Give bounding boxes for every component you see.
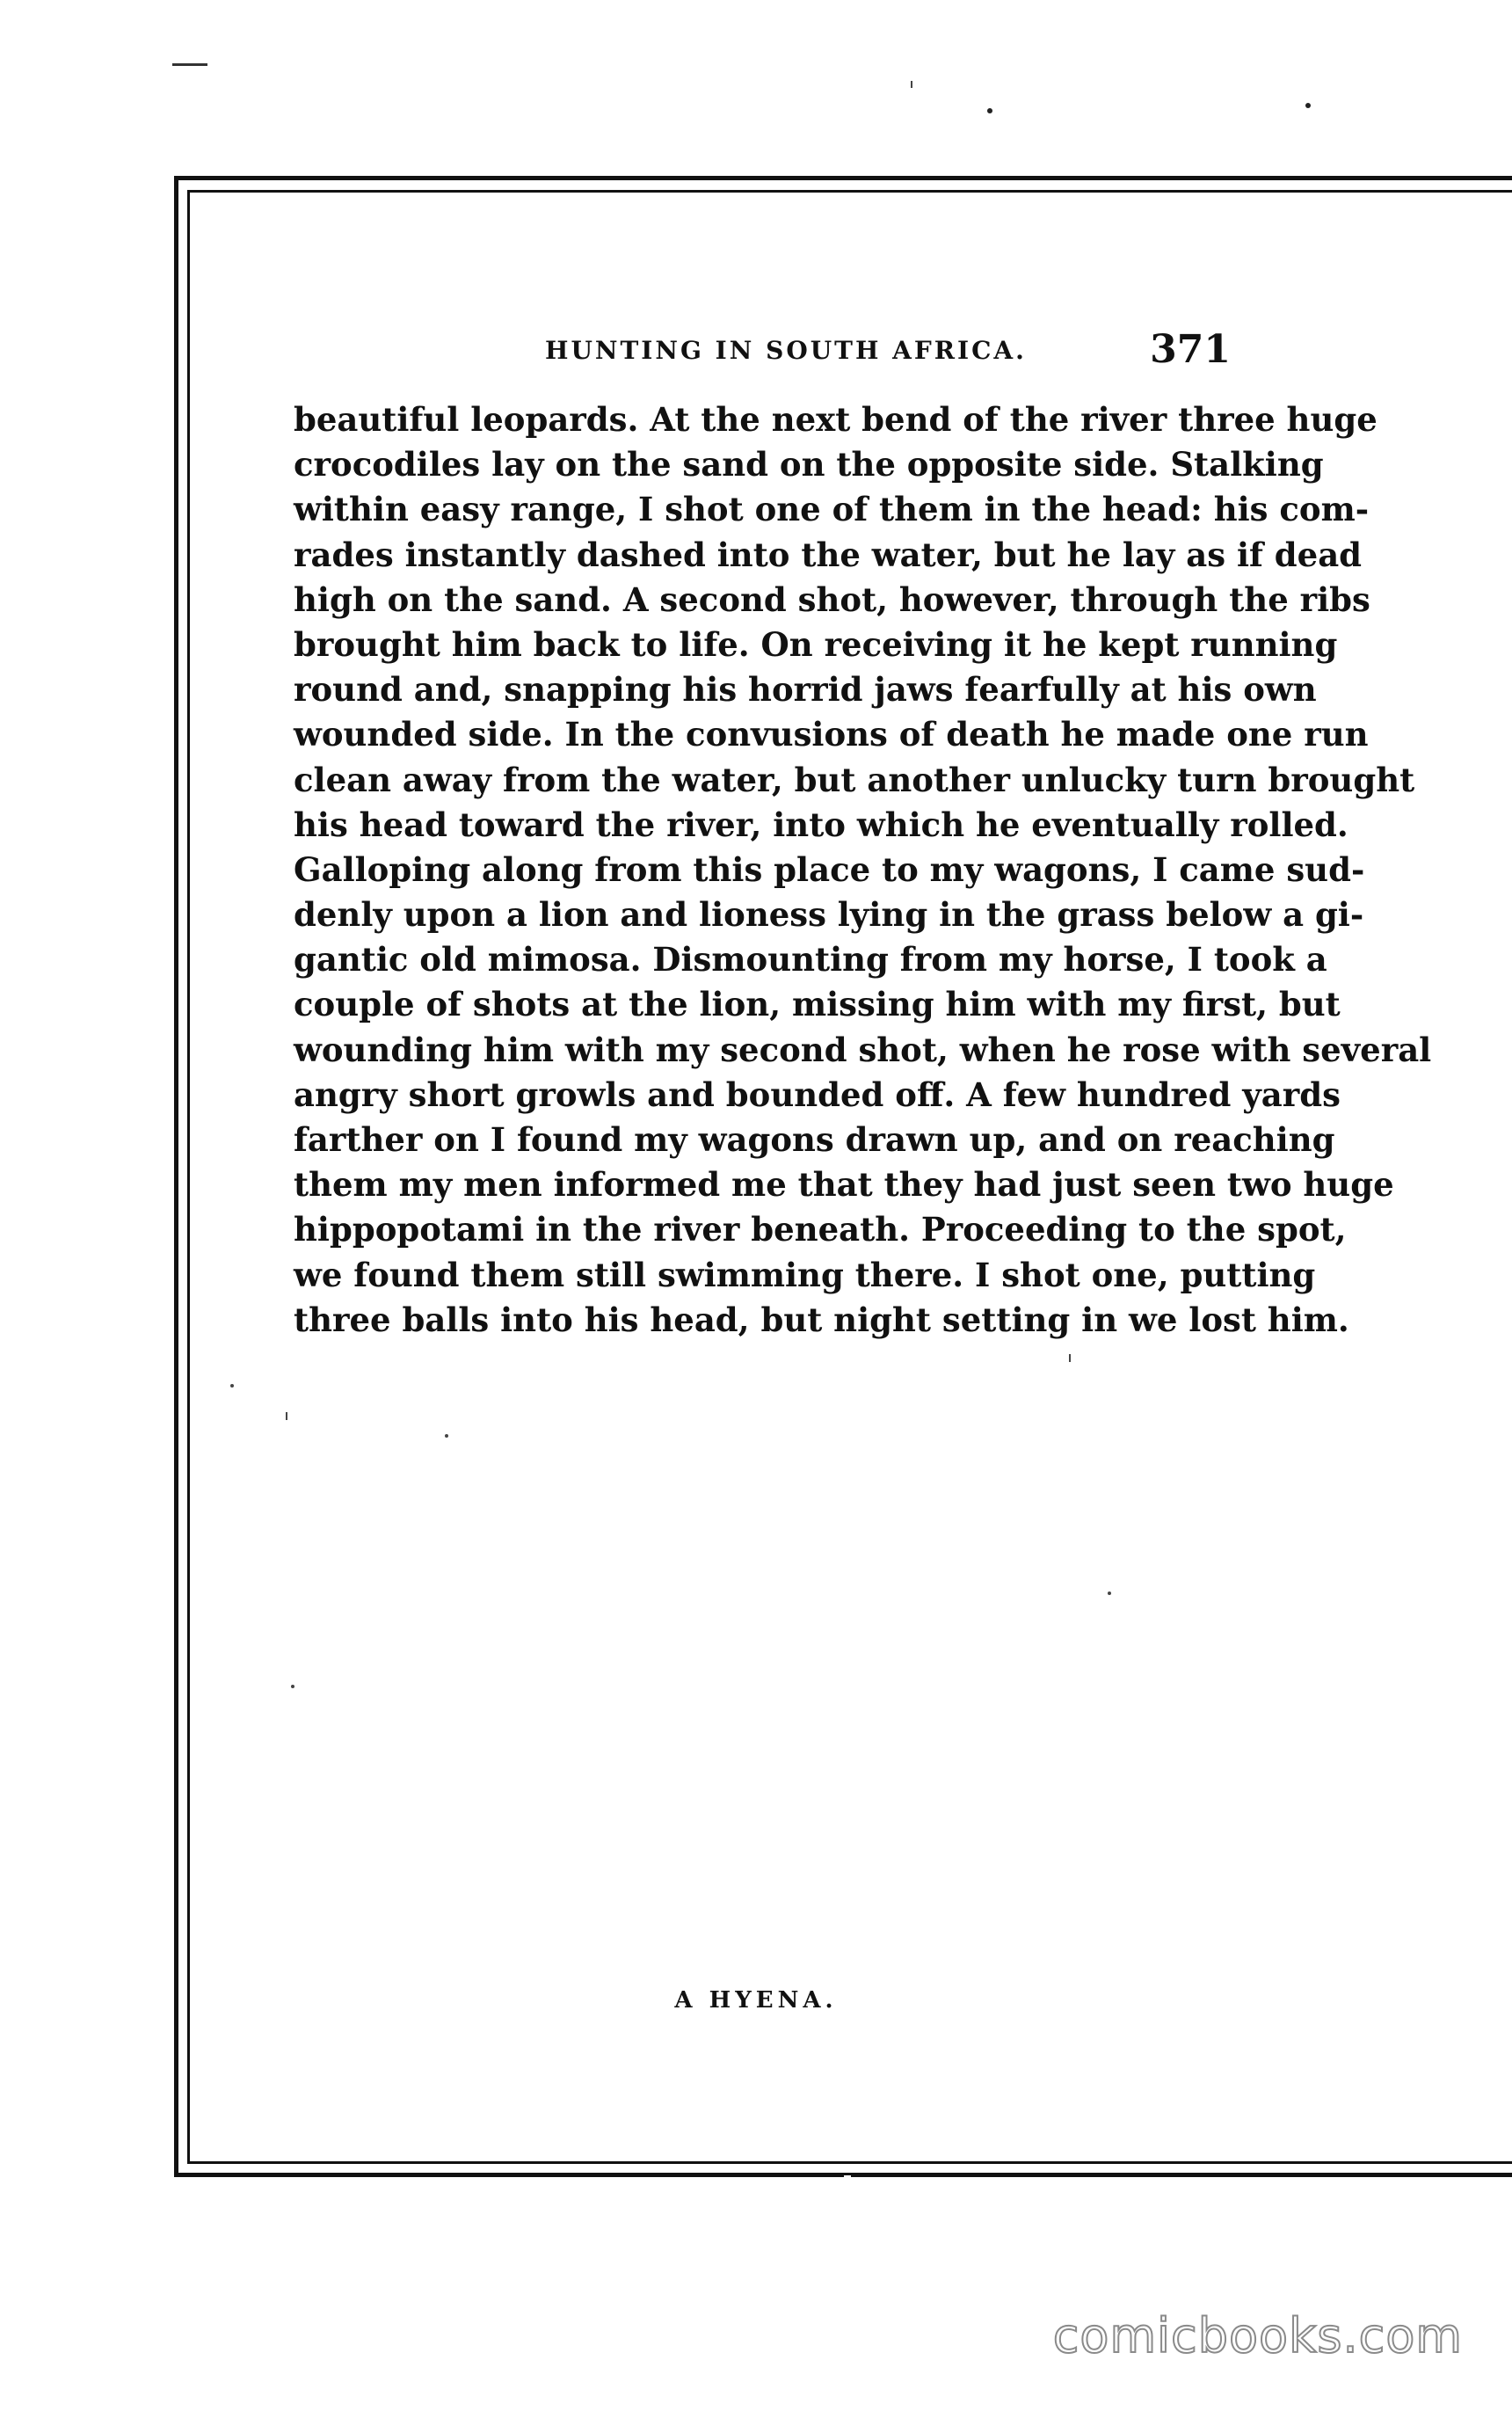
text-line: within easy range, I shot one of them in the head: his com- [294,490,1370,529]
text-line: angry short growls and bounded off. A few hundred yards [294,1074,1341,1114]
text-line: high on the sand. A second shot, however, through the ribs [294,579,1370,619]
text-line: his head toward the river, into which he eventually rolled. [294,805,1348,844]
text-line: wounded side. In the convusions of death he made one run [294,715,1369,754]
text-line: beautiful leopards. At the next bend of the river three huge [294,400,1378,439]
watermark-text: comicbooks.com [1052,2308,1463,2364]
running-header [290,327,1231,376]
text-line: wounding him with my second shot, when he rose with several [294,1030,1432,1069]
figure-caption: A HYENA. [674,1987,838,2014]
text-line: couple of shots at the lion, missing him with my first, but [294,985,1341,1024]
text-line: we found them still swimming there. I shot one, putting [294,1255,1316,1294]
speck [987,108,992,113]
body-text [294,397,1432,1343]
speck [911,81,912,88]
text-line: crocodiles lay on the sand on the opposite side. Stalking [294,445,1324,484]
text-line: gantic old mimosa. Dismounting from my horse, I took a [294,940,1327,980]
speck [172,63,207,66]
running-head-title: HUNTING IN SOUTH AFRICA. [545,336,1027,365]
text-line: clean away from the water, but another unlucky turn brought [294,760,1415,799]
speck [1305,103,1311,108]
text-line: farther on I found my wagons drawn up, and on reaching [294,1120,1335,1159]
text-line: three balls into his head, but night setting in we lost him. [294,1300,1349,1339]
text-line: them my men informed me that they had just seen two huge [294,1165,1394,1205]
text-line: denly upon a lion and lioness lying in the grass below a gi- [294,895,1364,935]
text-line: brought him back to life. On receiving it he kept running [294,624,1338,664]
text-line: rades instantly dashed into the water, but he lay as if dead [294,535,1363,574]
text-line: Galloping along from this place to my wagons, I came sud- [294,849,1365,889]
text-line: round and, snapping his horrid jaws fearfully at his own [294,670,1317,710]
page-number: 371 [1150,327,1231,372]
text-line: hippopotami in the river beneath. Proceeding to the spot, [294,1210,1347,1249]
